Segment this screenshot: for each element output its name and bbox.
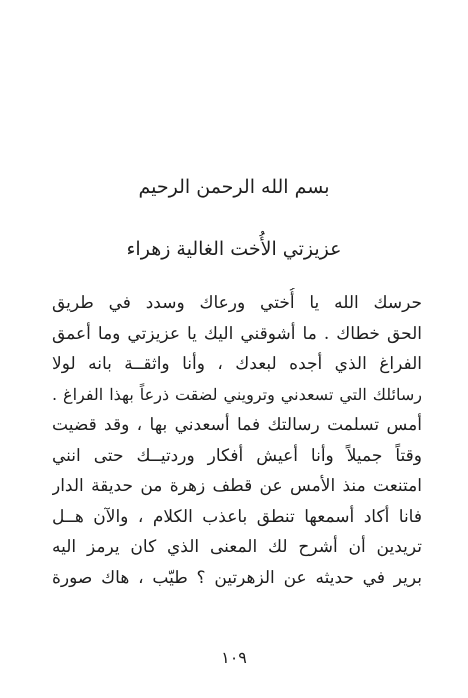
text-line: وقتاً جميلاً وأنا أعيش أفكار وردتيــك حتى انني — [52, 445, 422, 466]
text-line: الحق خطاك . ما أشوقني اليك يا عزيزتي وما أعمق — [52, 323, 422, 344]
basmala-heading: بسم الله الرحمن الرحيم — [138, 176, 330, 198]
letter-salutation: عزيزتي الأُخت الغالية زهراء — [126, 238, 342, 260]
page-number: ١٠٩ — [221, 648, 247, 667]
text-line: رسائلك التي تسعدني وترويني لضقت ذرعاً بهذا الفراغ . — [52, 384, 422, 404]
text-line: حرسك الله يا أُختي ورعاك وسدد في طريق — [52, 293, 422, 313]
text-line: الفراغ الذي أجده لبعدك ، وأنا واثقــة بانه لولا — [52, 354, 422, 374]
text-line: تريدين أن أشرح لك المعنى الذي كان يرمز اليه — [52, 537, 422, 557]
text-line: فانا أكاد أسمعها تنطق باعذب الكلام ، والآن هــل — [52, 506, 422, 527]
text-line: أمس تسلمت رسالتك فما أسعدني بها ، وقد قضيت — [52, 415, 422, 435]
text-line: برير في حديثه عن الزهرتين ؟ طيّب ، هاك صورة — [52, 567, 422, 588]
letter-body — [52, 288, 422, 593]
text-line: امتنعت منذ الأمس عن قطف زهرة من حديقة الدار — [52, 476, 422, 496]
